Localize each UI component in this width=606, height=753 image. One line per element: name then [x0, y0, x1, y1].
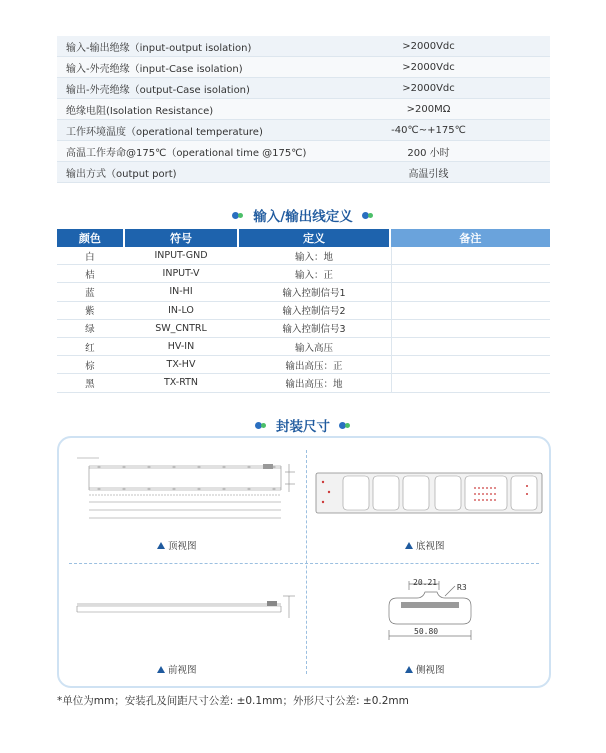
footnote: *单位为mm；安装孔及间距尺寸公差: ±0.1mm；外形尺寸公差: ±0.2mm: [57, 695, 409, 707]
bullet-icon: [232, 211, 244, 220]
spec-row: [57, 141, 550, 162]
package-section-title-text: 封装尺寸: [276, 419, 330, 435]
side-view-label-text: 侧视图: [416, 665, 445, 676]
table-row: [57, 356, 550, 374]
front-view-label: [157, 662, 197, 676]
spec-table: [57, 36, 550, 183]
spec-value: 200 小时: [407, 147, 450, 159]
front-view-label-text: 前视图: [168, 665, 197, 676]
spec-value: >2000Vdc: [402, 40, 455, 52]
spec-value: -40℃~+175℃: [391, 124, 466, 136]
table-row: [57, 320, 550, 338]
panel-divider-vertical: [306, 450, 307, 674]
pin-color: 白: [85, 251, 95, 263]
side-dim-width-bottom: 50.80: [414, 627, 439, 636]
side-dim-radius: R3: [457, 583, 467, 592]
triangle-icon: [157, 666, 165, 673]
pin-definition: 输入控制信号1: [282, 287, 346, 299]
pin-symbol: INPUT-V: [162, 268, 200, 280]
pin-color: 紫: [85, 306, 95, 318]
pin-definition: 输出高压：地: [285, 378, 343, 390]
spec-key: 高温工作寿命@175℃（operational time @175℃): [66, 147, 307, 159]
spec-value: >2000Vdc: [402, 82, 455, 94]
triangle-icon: [157, 542, 165, 549]
pin-symbol: INPUT-GND: [154, 250, 208, 262]
pin-definition: 输入：地: [294, 251, 333, 263]
spec-key: 输出方式（output port): [66, 168, 177, 180]
table-row: [57, 302, 550, 320]
table-row: [57, 247, 550, 265]
pin-definition: 输入高压: [294, 342, 333, 354]
header-note: 备注: [391, 229, 550, 247]
pin-table: [57, 229, 550, 393]
pin-color: 绿: [85, 324, 95, 336]
pin-color: 桔: [85, 269, 95, 281]
pin-note: [391, 374, 550, 391]
package-section-title: [0, 415, 606, 435]
table-row: [57, 374, 550, 392]
table-row: [57, 338, 550, 356]
spec-value: >200MΩ: [406, 103, 451, 115]
pin-symbol: IN-HI: [169, 286, 193, 298]
triangle-icon: [405, 542, 413, 549]
top-view-label-text: 顶视图: [168, 541, 197, 552]
table-row: [57, 265, 550, 283]
spec-key: 输出-外壳绝缘（output-Case isolation): [66, 84, 250, 96]
side-view-label: [405, 662, 445, 676]
pin-note: [391, 338, 550, 355]
pin-color: 黑: [85, 378, 95, 390]
spec-key: 输入-输出绝缘（input-output isolation): [66, 42, 252, 54]
header-color: 颜色: [57, 229, 123, 247]
io-section-title: [0, 205, 606, 225]
pin-definition: 输入控制信号3: [282, 324, 346, 336]
pin-note: [391, 320, 550, 337]
front-view-drawing: [69, 588, 299, 624]
bullet-icon: [339, 421, 351, 430]
bottom-view-label: [405, 538, 445, 552]
spec-key: 绝缘电阻(Isolation Resistance): [66, 105, 214, 117]
bottom-view-drawing: [315, 472, 543, 514]
side-dim-width-top: 20.21: [413, 578, 438, 587]
spec-row: [57, 36, 550, 57]
table-row: [57, 283, 550, 301]
package-drawing-panel: [57, 436, 551, 688]
spec-key: 工作环境温度（operational temperature): [66, 126, 263, 138]
pin-note: [391, 283, 550, 300]
pin-symbol: IN-LO: [168, 304, 194, 316]
triangle-icon: [405, 666, 413, 673]
pin-color: 棕: [85, 360, 95, 372]
bullet-icon: [255, 421, 267, 430]
pin-note: [391, 302, 550, 319]
pin-symbol: HV-IN: [167, 341, 195, 353]
header-symbol: 符号: [125, 229, 238, 247]
bullet-icon: [362, 211, 374, 220]
pin-symbol: TX-RTN: [163, 377, 199, 389]
spec-row: [57, 78, 550, 99]
pin-definition: 输入控制信号2: [282, 306, 346, 318]
bottom-view-label-text: 底视图: [416, 541, 445, 552]
pin-symbol: SW_CNTRL: [155, 322, 207, 334]
spec-row: [57, 120, 550, 141]
top-view-drawing: [69, 450, 299, 532]
pin-symbol: TX-HV: [166, 359, 196, 371]
pin-color: 红: [85, 342, 95, 354]
pin-note: [391, 356, 550, 373]
spec-value: >2000Vdc: [402, 61, 455, 73]
spec-value: 高温引线: [408, 168, 449, 180]
spec-key: 输入-外壳绝缘（input-Case isolation): [66, 63, 243, 75]
spec-row: [57, 57, 550, 78]
pin-definition: 输入：正: [294, 269, 333, 281]
pin-note: [391, 247, 550, 264]
io-section-title-text: 输入/输出线定义: [253, 209, 353, 225]
panel-divider-horizontal: [69, 563, 539, 564]
top-view-label: [157, 538, 197, 552]
header-definition: 定义: [239, 229, 388, 247]
pin-table-header: [57, 229, 550, 247]
spec-row: [57, 162, 550, 183]
spec-row: [57, 99, 550, 120]
pin-note: [391, 265, 550, 282]
pin-color: 蓝: [85, 287, 95, 299]
pin-definition: 输出高压：正: [285, 360, 343, 372]
